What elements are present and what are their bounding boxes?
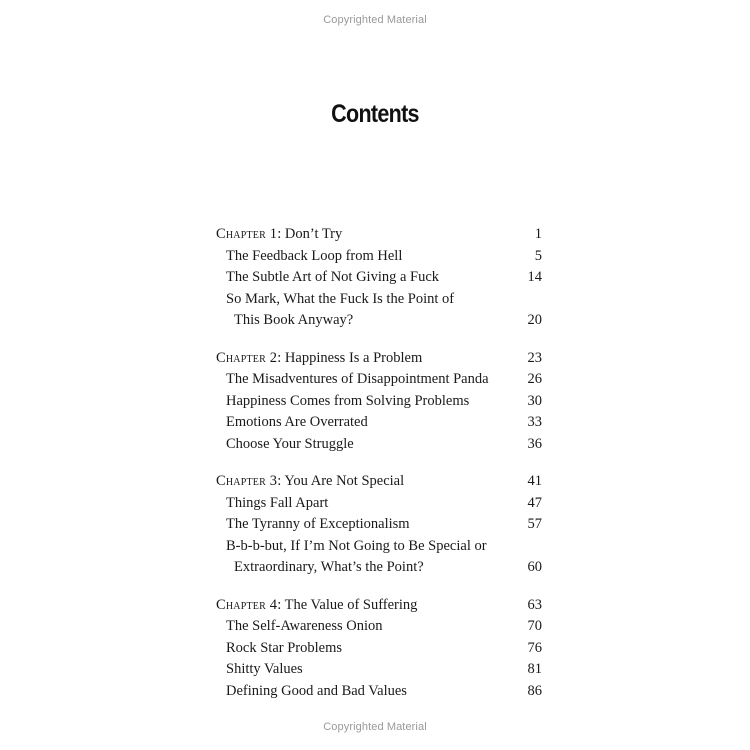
- section-title-continued: Extraordinary, What’s the Point?: [234, 559, 424, 575]
- table-of-contents: [216, 224, 542, 718]
- section-title: Defining Good and Bad Values: [226, 682, 407, 699]
- section-entry: [216, 493, 542, 515]
- page-number: 33: [527, 414, 542, 430]
- page-number: 30: [527, 392, 542, 409]
- section-title: Emotions Are Overrated: [226, 414, 368, 430]
- chapter-title: Happiness Is a Problem: [284, 349, 423, 366]
- section-title: Rock Star Problems: [226, 639, 342, 656]
- section-title-continued: This Book Anyway?: [234, 312, 354, 328]
- page-number: 23: [527, 349, 542, 366]
- page-number: 20: [527, 312, 542, 328]
- page-number: 60: [527, 559, 542, 575]
- page-number: 57: [527, 516, 542, 532]
- chapter-heading: Chapter 2: Happiness Is a Problem 23: [216, 348, 542, 370]
- section-title: The Feedback Loop from Hell: [226, 247, 403, 264]
- page-number: 76: [527, 639, 542, 656]
- copyright-watermark-bottom: Copyrighted Material: [323, 721, 427, 733]
- section-entry: [216, 659, 542, 681]
- section-entry: [216, 267, 542, 289]
- page-number: 36: [527, 435, 542, 452]
- page-number: 1: [534, 226, 542, 242]
- section-title: The Tyranny of Exceptionalism: [226, 516, 410, 532]
- page-number: 63: [527, 596, 542, 613]
- section-title: The Subtle Art of Not Giving a Fuck: [226, 269, 440, 285]
- page-title: Contents: [331, 100, 419, 128]
- section-entry: [216, 616, 542, 638]
- chapter-title: Don’t Try: [284, 226, 343, 242]
- chapter-title: You Are Not Special: [284, 473, 405, 489]
- chapter-label: Chapter 3: [216, 473, 278, 489]
- chapter-heading: Chapter 1: Don’t Try 1: [216, 224, 542, 246]
- chapter-heading: Chapter 3: You Are Not Special 41: [216, 471, 542, 493]
- section-title: Shitty Values: [226, 661, 303, 677]
- page-number: 81: [527, 661, 542, 677]
- section-entry: [216, 412, 542, 434]
- chapter-label: Chapter 2: [216, 349, 278, 366]
- section-entry: [216, 434, 542, 456]
- section-entry: [216, 536, 542, 558]
- chapter-4: [216, 595, 542, 703]
- section-entry-continuation: [216, 310, 542, 332]
- section-entry: [216, 391, 542, 413]
- chapter-label: Chapter 1: [216, 226, 278, 242]
- page-number: 86: [527, 682, 542, 699]
- chapter-title: The Value of Suffering: [284, 596, 418, 613]
- section-entry: [216, 369, 542, 391]
- section-entry: [216, 681, 542, 703]
- page-number: 5: [534, 247, 542, 264]
- chapter-label: Chapter 4: [216, 596, 278, 613]
- chapter-3: [216, 471, 542, 579]
- section-entry-continuation: [216, 557, 542, 579]
- page-number: 47: [527, 494, 542, 511]
- section-entry: [216, 246, 542, 268]
- page-number: 14: [527, 269, 542, 285]
- page-number: 26: [527, 371, 542, 387]
- section-title: So Mark, What the Fuck Is the Point of: [226, 290, 455, 307]
- page-number: 70: [527, 618, 542, 634]
- section-title: The Misadventures of Disappointment Panda: [226, 371, 489, 387]
- section-entry: [216, 289, 542, 311]
- section-title: The Self-Awareness Onion: [226, 618, 383, 634]
- chapter-heading: Chapter 4: The Value of Suffering 63: [216, 595, 542, 617]
- section-title: Happiness Comes from Solving Problems: [226, 392, 470, 409]
- chapter-2: [216, 348, 542, 456]
- page-number: 41: [527, 473, 542, 489]
- section-title: Things Fall Apart: [226, 494, 329, 511]
- chapter-1: [216, 224, 542, 332]
- section-title: Choose Your Struggle: [226, 435, 354, 452]
- section-entry: [216, 514, 542, 536]
- section-title: B-b-b-but, If I’m Not Going to Be Special or: [226, 537, 487, 554]
- section-entry: [216, 638, 542, 660]
- copyright-watermark-top: Copyrighted Material: [323, 14, 427, 26]
